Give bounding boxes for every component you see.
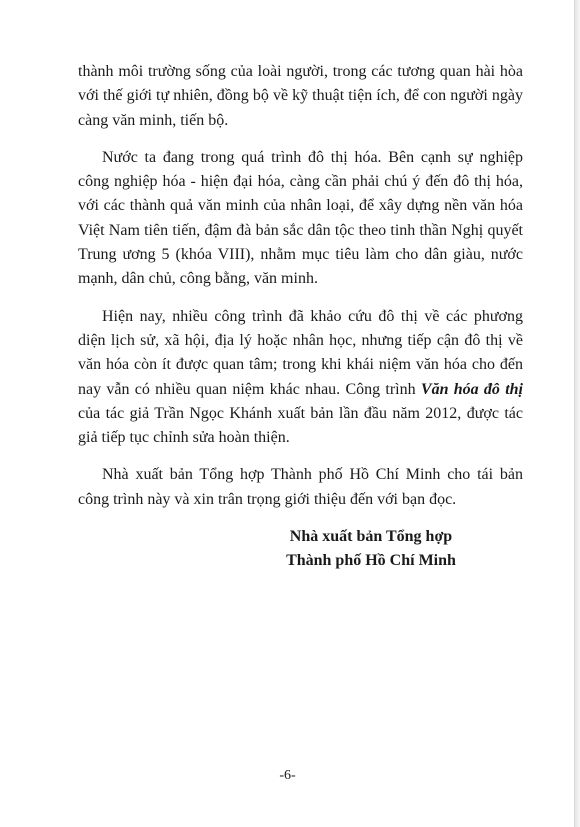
page-edge-shadow xyxy=(575,0,580,827)
paragraph-4: Nhà xuất bản Tổng hợp Thành phố Hồ Chí Minh cho tái bản công trình này và xin trân trọng giới thiệu đến với bạn đọc. xyxy=(78,466,523,508)
page-content xyxy=(78,60,523,574)
paragraph-3-lead: Hiện nay, nhiều công trình đã khảo cứu đô thị về các phương diện lịch sử, xã hội, địa lý hoặc nhân học, nhưng tiếp cận đô thị về văn hóa còn ít được quan tâm; trong khi khái niệm văn hóa cho đến nay vẫn có nhiều quan niệm khác nhau. Công trình xyxy=(78,307,523,398)
publisher-signature xyxy=(271,525,471,574)
page-number: -6- xyxy=(279,768,296,783)
paragraph-1: thành môi trường sống của loài người, trong các tương quan hài hòa với thế giới tự nhiên, đồng bộ về kỹ thuật tiện ích, để con người ngày càng văn minh, tiến bộ. xyxy=(78,63,523,129)
signature-line-2: Thành phố Hồ Chí Minh xyxy=(286,552,456,570)
paragraph-2: Nước ta đang trong quá trình đô thị hóa. Bên cạnh sự nghiệp công nghiệp hóa - hiện đại hóa, càng cần phải chú ý đến đô thị hóa, với các thành quả văn minh của nhân loại, để xây dựng nền văn hóa Việt Nam tiên tiến, đậm đà bản sắc dân tộc theo tinh thần Nghị quyết Trung ương 5 (khóa VIII), nhằm mục tiêu làm cho dân giàu, nước mạnh, dân chủ, công bằng, văn minh. xyxy=(78,148,523,288)
paragraph-3-tail: của tác giả Trần Ngọc Khánh xuất bản lần đầu năm 2012, được tác giả tiếp tục chỉnh sửa hoàn thiện. xyxy=(78,404,523,447)
book-title: Văn hóa đô thị xyxy=(420,380,523,398)
paragraph-3 xyxy=(78,305,523,451)
signature-line-1: Nhà xuất bản Tổng hợp xyxy=(289,528,453,546)
